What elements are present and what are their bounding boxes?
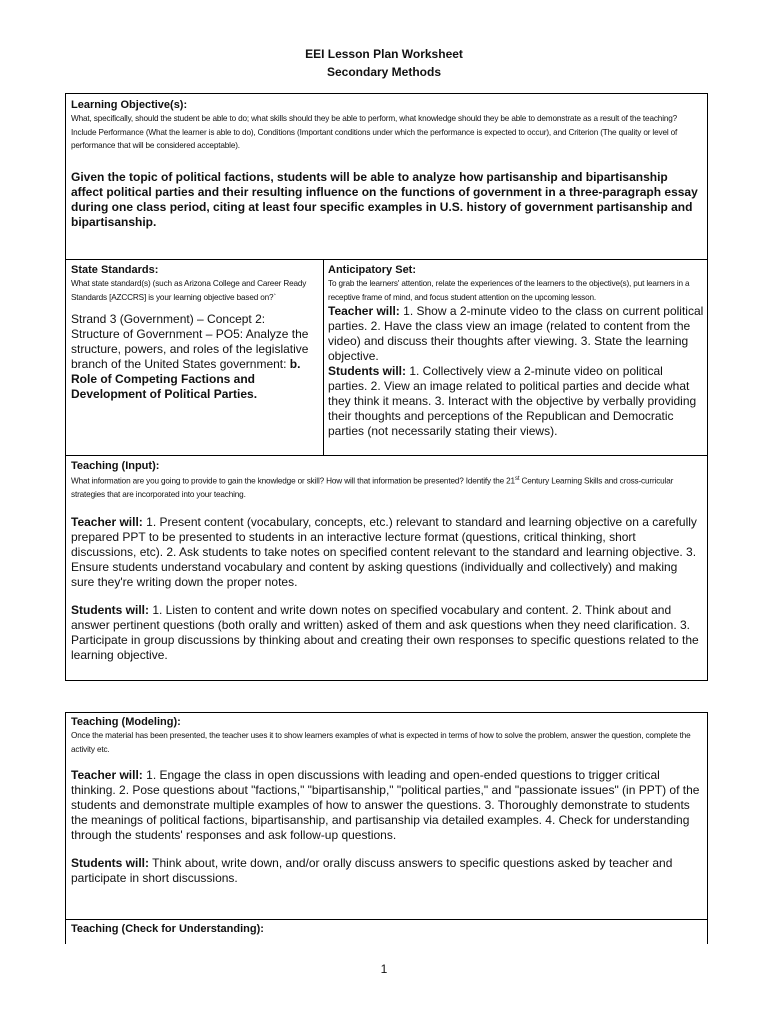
students-will-text: 1. Collectively view a 2-minute video on political parties. 2. View an image related to political parties and decide what they think it means. 3. Interact with the objective by verbally providing their thoughts and perceptions of the Republican and Democratic parties (not necessarily stating their views). bbox=[328, 364, 697, 438]
page-number: 1 bbox=[380, 962, 388, 976]
anticipatory-set-heading: Anticipatory Set: bbox=[328, 264, 417, 276]
students-will-label: Students will: bbox=[328, 364, 406, 378]
teaching-modeling-heading: Teaching (Modeling): bbox=[71, 716, 181, 728]
document-subtitle: Secondary Methods bbox=[326, 65, 442, 79]
learning-objective-text: Given the topic of political factions, students will be able to analyze how partisanship and bipartisanship affect political parties and their resulting influence on the functions of government in a three-paragraph essay during one class period, citing at least four specific examples in U.S. history of government partisanship and bipartisanship. bbox=[71, 169, 698, 229]
teacher-will-text: 1. Show a 2-minute video to the class on current political parties. 2. Have the class view an image (related to content from the video) and discuss their thoughts after viewing. 3. State the learning objective. bbox=[328, 304, 704, 363]
students-will-text: 1. Listen to content and write down notes on specified vocabulary and content. 2. Think about and answer pertinent questions (both orally and written) asked of them and ask questions when they need clarification. 3. Participate in group discussions by thinking about and creating their own responses to specific questions related to the learning objective. bbox=[71, 602, 699, 662]
teaching-modeling-teacher bbox=[71, 768, 703, 843]
teaching-input-heading: Teaching (Input): bbox=[71, 460, 160, 472]
state-standards-prompt: What state standard(s) (such as Arizona College and Career Ready Standards [AZCCRS] is your learning objective based on?` bbox=[71, 279, 307, 302]
anticipatory-set-teacher bbox=[328, 304, 704, 364]
teacher-will-text: 1. Engage the class in open discussions with leading and open-ended questions to trigger critical thinking. 2. Pose questions about "factions," "bipartisanship," "political parties," and "passionate issues" (in PPT) of the students and demonstrate multiple examples of how to answer the questions. 3. Thoroughly demonstrate to students the meanings of political factions, bipartisanship, and partisanship via detailed examples. 4. Check for understanding through the students' responses and ask follow-up questions. bbox=[71, 768, 700, 842]
lesson-table-1 bbox=[65, 93, 708, 681]
teacher-will-label: Teacher will: bbox=[71, 514, 143, 529]
anticipatory-set-students bbox=[328, 364, 704, 439]
state-standards-text-bold: b. Role of Competing Factions and Development of Political Parties. bbox=[71, 357, 301, 401]
state-standards-text-regular: Strand 3 (Government) – Concept 2: Structure of Government – PO5: Analyze the structure, powers, and roles of the legislative branch of the United States government: bbox=[71, 312, 309, 371]
teaching-modeling-section bbox=[71, 715, 703, 886]
state-standards-text bbox=[71, 312, 317, 402]
teaching-input-section bbox=[71, 459, 703, 663]
students-will-label: Students will: bbox=[71, 602, 149, 617]
teaching-input-teacher bbox=[71, 515, 703, 590]
students-will-label: Students will: bbox=[71, 856, 149, 870]
teacher-will-text: 1. Present content (vocabulary, concepts, etc.) relevant to standard and learning objective on a carefully prepared PPT to be presented to students in an interactive lecture format (questions, critical thinking, short discussions, etc). 2. Ask students to take notes on specified content relevant to the standard and learning objective. 3. Ensure students understand vocabulary and content by asking questions (individually and collectively) and making sure they're writing down the proper notes. bbox=[71, 514, 697, 589]
teaching-input-prompt-b: Century Learning Skills and cross-curricular strategies that are incorporated into your teaching. bbox=[71, 476, 674, 500]
check-understanding-section bbox=[71, 922, 703, 936]
teaching-input-prompt bbox=[71, 473, 703, 502]
document-title: EEI Lesson Plan Worksheet bbox=[305, 47, 463, 61]
learning-objective-heading: Learning Objective(s): bbox=[71, 99, 188, 111]
students-will-text: Think about, write down, and/or orally discuss answers to specific questions asked by teacher and participate in short discussions. bbox=[71, 856, 673, 885]
check-understanding-heading: Teaching (Check for Understanding): bbox=[71, 923, 264, 935]
teaching-modeling-prompt: Once the material has been presented, the teacher uses it to show learners examples of what is expected in terms of how to solve the problem, answer the question, complete the activity etc. bbox=[71, 731, 691, 754]
state-standards-heading: State Standards: bbox=[71, 264, 159, 276]
anticipatory-set-section bbox=[328, 263, 704, 439]
teaching-input-prompt-sup: st bbox=[514, 476, 520, 482]
teaching-input-prompt-a: What information are you going to provide to gain the knowledge or skill? How will that information be presented? Identify the 21 bbox=[71, 476, 515, 486]
teacher-will-label: Teacher will: bbox=[328, 304, 400, 318]
teaching-modeling-students bbox=[71, 856, 703, 886]
learning-objective-prompt: What, specifically, should the student be able to do; what skills should they be able to perform, what knowledge should they be able to demonstrate as a result of the teaching? Include Performance (What the learner is able to do), Conditions (Important conditions under which the performance is expected to occur), and Criterion (The quality or level of performance that will be considered acceptable). bbox=[71, 114, 678, 150]
teaching-input-students bbox=[71, 603, 703, 663]
state-standards-section bbox=[71, 263, 317, 402]
anticipatory-set-prompt: To grab the learners' attention, relate the experiences of the learners to the objective(s), put learners in a receptive frame of mind, and focus student attention on the upcoming lesson. bbox=[328, 279, 690, 302]
teacher-will-label: Teacher will: bbox=[71, 768, 143, 782]
learning-objective-section bbox=[71, 98, 703, 230]
lesson-table-2 bbox=[65, 712, 708, 944]
